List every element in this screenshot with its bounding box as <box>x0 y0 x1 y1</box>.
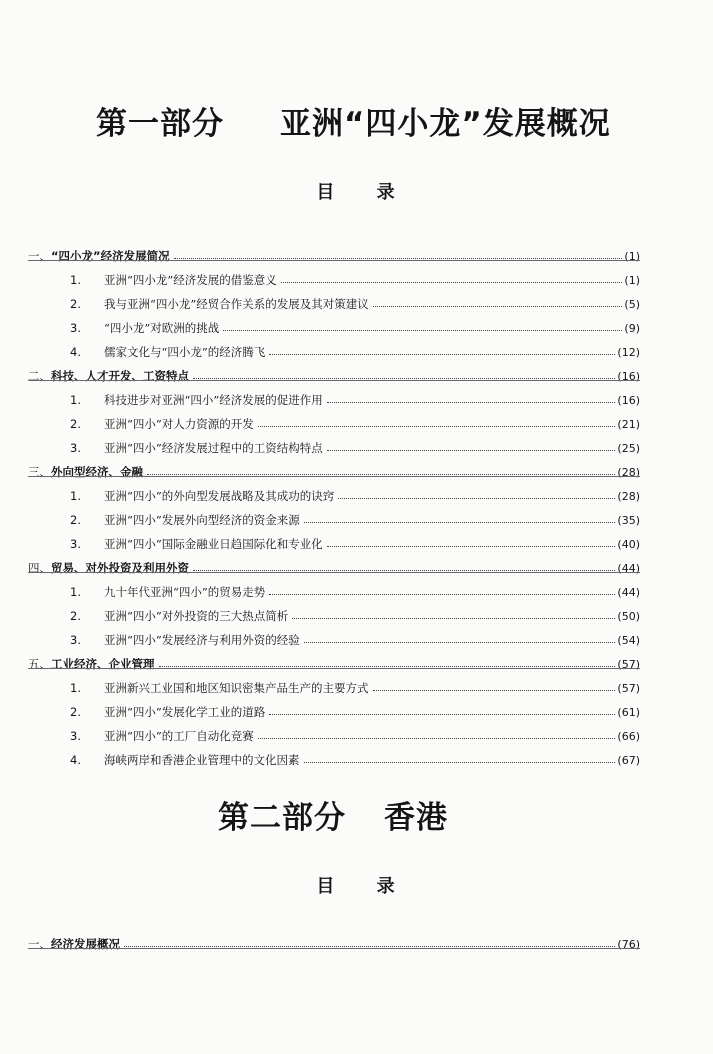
dot-leader <box>281 281 623 283</box>
toc-section <box>28 646 640 670</box>
toc-number: 1. <box>70 272 81 287</box>
section-rule <box>28 668 640 669</box>
toc-title: 经济发展概况 <box>51 936 120 951</box>
toc-page-number: (61) <box>617 706 640 719</box>
part2-label: 第二部分 <box>218 800 346 836</box>
toc-page-number: (25) <box>617 442 640 455</box>
toc-item <box>28 742 640 766</box>
toc-title: 亚洲“四小”发展经济与利用外资的经验 <box>104 632 300 647</box>
toc-page-number: (16) <box>617 394 640 407</box>
dot-leader <box>124 945 615 947</box>
toc-number: 三、 <box>28 464 51 479</box>
toc-title: 亚洲“四小”发展化学工业的道路 <box>104 704 266 719</box>
toc-title: 儒家文化与“四小龙”的经济腾飞 <box>104 344 266 359</box>
part2-title: 香港 <box>384 800 448 836</box>
toc-page-number: (1) <box>624 274 640 287</box>
toc-page-number: (57) <box>617 682 640 695</box>
toc-item <box>28 478 640 502</box>
dot-leader <box>269 713 615 715</box>
toc-item <box>28 598 640 622</box>
toc-title: 九十年代亚洲“四小”的贸易走势 <box>104 584 266 599</box>
toc-title: 亚洲“四小”的工厂自动化竞赛 <box>104 728 254 743</box>
toc-number: 3. <box>70 536 81 551</box>
toc-title: 亚洲新兴工业国和地区知识密集产品生产的主要方式 <box>104 680 369 695</box>
toc-title: “四小龙”对欧洲的挑战 <box>104 320 220 335</box>
toc-number: 1. <box>70 680 81 695</box>
toc-section <box>28 238 640 262</box>
toc-page-number: (9) <box>624 322 640 335</box>
toc-number: 2. <box>70 512 81 527</box>
toc-page-number: (44) <box>617 586 640 599</box>
toc-item <box>28 406 640 430</box>
section-rule <box>28 380 640 381</box>
toc-number: 2. <box>70 704 81 719</box>
toc-number: 1. <box>70 392 81 407</box>
dot-leader <box>147 473 615 475</box>
toc-page-number: (54) <box>617 634 640 647</box>
toc-title: “四小龙”经济发展简况 <box>51 248 170 263</box>
toc-number: 一、 <box>28 936 51 951</box>
toc-item <box>28 670 640 694</box>
toc-item <box>28 694 640 718</box>
toc-section <box>28 358 640 382</box>
toc-title: 亚洲“四小”对外投资的三大热点简析 <box>104 608 289 623</box>
dot-leader <box>258 737 616 739</box>
toc-number: 4. <box>70 752 81 767</box>
toc-number: 2. <box>70 608 81 623</box>
part2-toc-heading: 目 录 <box>316 876 397 897</box>
toc-item <box>28 526 640 550</box>
toc-title: 贸易、对外投资及利用外资 <box>51 560 189 575</box>
toc-title: 我与亚洲“四小龙”经贸合作关系的发展及其对策建议 <box>104 296 369 311</box>
toc-title: 亚洲“四小龙”经济发展的借鉴意义 <box>104 272 277 287</box>
toc-page-number: (5) <box>624 298 640 311</box>
toc-page-number: (57) <box>617 658 640 671</box>
toc-number: 2. <box>70 296 81 311</box>
dot-leader <box>223 329 622 331</box>
dot-leader <box>193 569 615 571</box>
dot-leader <box>373 305 623 307</box>
dot-leader <box>292 617 615 619</box>
toc-item <box>28 286 640 310</box>
dot-leader <box>304 641 616 643</box>
dot-leader <box>174 257 623 259</box>
toc-item <box>28 382 640 406</box>
toc-title: 海峡两岸和香港企业管理中的文化因素 <box>104 752 300 767</box>
toc-page-number: (76) <box>617 938 640 951</box>
toc-item <box>28 262 640 286</box>
toc-page-number: (1) <box>624 250 640 263</box>
dot-leader <box>304 521 616 523</box>
toc-page-number: (21) <box>617 418 640 431</box>
toc-title: 工业经济、企业管理 <box>51 656 155 671</box>
toc-item <box>28 310 640 334</box>
toc-section <box>28 550 640 574</box>
toc-page-number: (28) <box>617 490 640 503</box>
toc-page-number: (44) <box>617 562 640 575</box>
toc-page-number: (35) <box>617 514 640 527</box>
dot-leader <box>327 545 616 547</box>
dot-leader <box>304 761 616 763</box>
toc-item <box>28 718 640 742</box>
toc-title: 亚洲“四小”发展外向型经济的资金来源 <box>104 512 300 527</box>
part1-label: 第一部分 <box>96 106 224 142</box>
toc-title: 外向型经济、金融 <box>51 464 143 479</box>
toc-item <box>28 430 640 454</box>
toc-number: 五、 <box>28 656 51 671</box>
dot-leader <box>269 593 615 595</box>
toc-number: 3. <box>70 632 81 647</box>
toc-title: 亚洲“四小”的外向型发展战略及其成功的诀窍 <box>104 488 335 503</box>
toc-page-number: (28) <box>617 466 640 479</box>
dot-leader <box>327 449 616 451</box>
section-rule <box>28 476 640 477</box>
toc-number: 3. <box>70 728 81 743</box>
toc-page-number: (66) <box>617 730 640 743</box>
toc-item <box>28 334 640 358</box>
toc-title: 亚洲“四小”国际金融业日趋国际化和专业化 <box>104 536 323 551</box>
dot-leader <box>258 425 616 427</box>
toc-item <box>28 502 640 526</box>
toc-section <box>28 926 640 950</box>
toc-title: 亚洲“四小”对人力资源的开发 <box>104 416 254 431</box>
toc-title: 亚洲“四小”经济发展过程中的工资结构特点 <box>104 440 323 455</box>
dot-leader <box>327 401 616 403</box>
toc-title: 科技进步对亚洲“四小”经济发展的促进作用 <box>104 392 323 407</box>
toc-number: 4. <box>70 344 81 359</box>
toc-number: 2. <box>70 416 81 431</box>
toc-number: 四、 <box>28 560 51 575</box>
toc-section <box>28 454 640 478</box>
toc-item <box>28 622 640 646</box>
toc-number: 二、 <box>28 368 51 383</box>
section-rule <box>28 260 640 261</box>
part1-toc-heading: 目 录 <box>316 182 397 203</box>
toc-title: 科技、人才开发、工资特点 <box>51 368 189 383</box>
dot-leader <box>159 665 616 667</box>
toc-page-number: (67) <box>617 754 640 767</box>
toc-number: 1. <box>70 584 81 599</box>
section-rule <box>28 948 640 949</box>
part1-title: 亚洲“四小龙”发展概况 <box>280 106 611 142</box>
toc-page-number: (40) <box>617 538 640 551</box>
toc-page-number: (16) <box>617 370 640 383</box>
dot-leader <box>373 689 616 691</box>
toc-number: 3. <box>70 320 81 335</box>
dot-leader <box>338 497 615 499</box>
toc-page-number: (50) <box>617 610 640 623</box>
toc-number: 一、 <box>28 248 51 263</box>
dot-leader <box>193 377 615 379</box>
dot-leader <box>269 353 615 355</box>
toc-page-number: (12) <box>617 346 640 359</box>
toc-item <box>28 574 640 598</box>
toc-number: 1. <box>70 488 81 503</box>
section-rule <box>28 572 640 573</box>
toc-number: 3. <box>70 440 81 455</box>
